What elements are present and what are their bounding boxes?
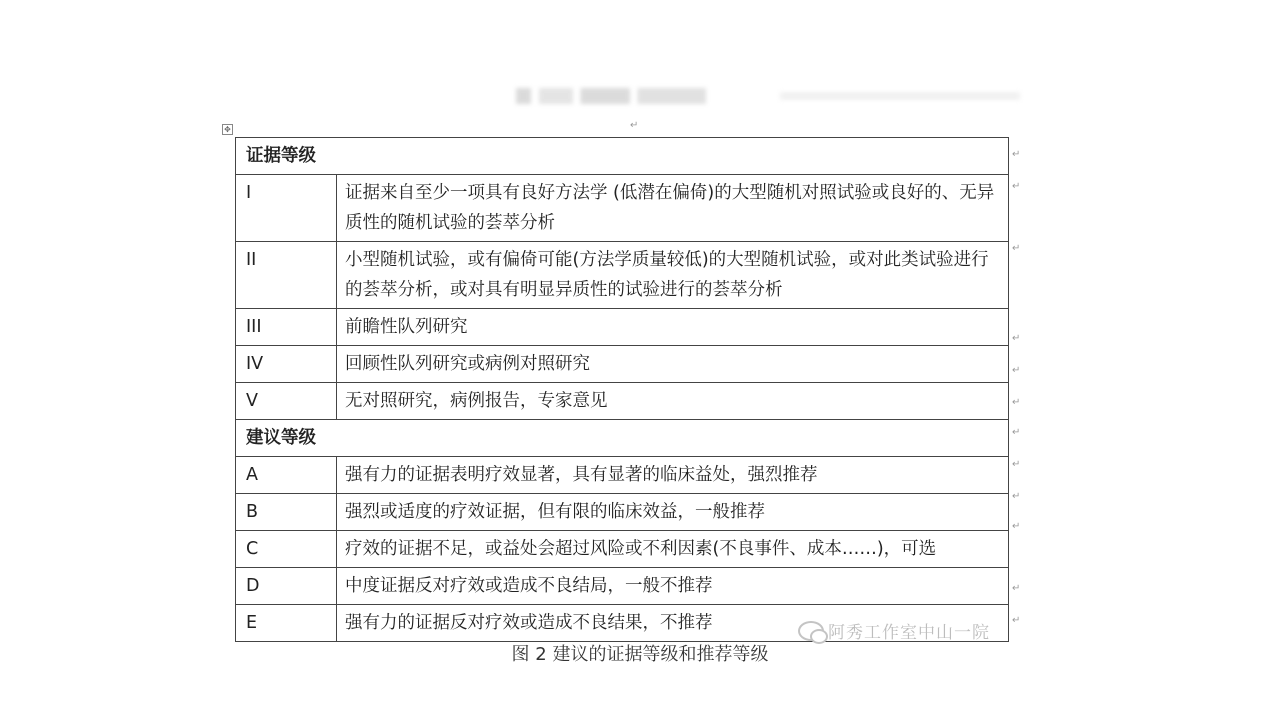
- wechat-icon: [798, 621, 824, 641]
- section-header-recommendation: 建议等级: [236, 420, 1009, 457]
- table-row: [236, 175, 1009, 242]
- evidence-grade-table: [235, 137, 1009, 642]
- watermark-text: 阿秀工作室中山一院: [828, 623, 990, 643]
- paragraph-mark-icon: ↵: [1012, 365, 1021, 376]
- table-row: [236, 346, 1009, 383]
- description-cell: 无对照研究，病例报告，专家意见: [337, 383, 1009, 420]
- table-row: [236, 568, 1009, 605]
- grade-cell: D: [236, 568, 337, 605]
- table-row: [236, 383, 1009, 420]
- grade-cell: E: [236, 605, 337, 642]
- grade-cell: II: [236, 242, 337, 309]
- paragraph-mark-icon: ↵: [1012, 149, 1021, 160]
- paragraph-mark-icon: ↵: [1012, 521, 1021, 532]
- table-row: [236, 531, 1009, 568]
- paragraph-mark-icon: ↵: [1012, 333, 1021, 344]
- grade-cell: A: [236, 457, 337, 494]
- description-cell: 回顾性队列研究或病例对照研究: [337, 346, 1009, 383]
- description-cell: 强烈或适度的疗效证据，但有限的临床效益，一般推荐: [337, 494, 1009, 531]
- paragraph-mark-icon: ↵: [1012, 427, 1021, 438]
- table-row: [236, 494, 1009, 531]
- grade-cell: B: [236, 494, 337, 531]
- section-header-evidence: 证据等级: [236, 138, 1009, 175]
- paragraph-mark-icon: ↵: [1012, 243, 1021, 254]
- paragraph-mark-icon: ↵: [1012, 397, 1021, 408]
- description-cell: 小型随机试验，或有偏倚可能(方法学质量较低)的大型随机试验，或对此类试验进行的荟萃分析，或对具有明显异质性的试验进行的荟萃分析: [337, 242, 1009, 309]
- grade-cell: IV: [236, 346, 337, 383]
- description-cell: 疗效的证据不足，或益处会超过风险或不利因素(不良事件、成本……)，可选: [337, 531, 1009, 568]
- table-row: [236, 457, 1009, 494]
- description-cell: 证据来自至少一项具有良好方法学 (低潜在偏倚)的大型随机对照试验或良好的、无异质性的随机试验的荟萃分析: [337, 175, 1009, 242]
- table-row-section-header: [236, 138, 1009, 175]
- table-row: [236, 309, 1009, 346]
- description-cell: 前瞻性队列研究: [337, 309, 1009, 346]
- figure-caption: 图 2 建议的证据等级和推荐等级: [511, 644, 769, 665]
- grade-cell: III: [236, 309, 337, 346]
- paragraph-mark-icon: ↵: [1012, 615, 1021, 626]
- paragraph-mark-icon: ↵: [1012, 583, 1021, 594]
- move-anchor-icon[interactable]: ✥: [222, 124, 233, 135]
- description-cell: 强有力的证据表明疗效显著，具有显著的临床益处，强烈推荐: [337, 457, 1009, 494]
- blurred-heading-tail: [780, 92, 1020, 100]
- description-cell: 强有力的证据反对疗效或造成不良结果，不推荐: [337, 605, 1009, 642]
- grade-cell: C: [236, 531, 337, 568]
- description-cell: 中度证据反对疗效或造成不良结局，一般不推荐: [337, 568, 1009, 605]
- grade-cell: V: [236, 383, 337, 420]
- paragraph-mark-icon: ↵: [1012, 181, 1021, 192]
- paragraph-mark-icon: ↵: [1012, 459, 1021, 470]
- paragraph-mark-icon: ↵: [1012, 491, 1021, 502]
- blurred-heading: [516, 88, 706, 104]
- grade-cell: I: [236, 175, 337, 242]
- paragraph-mark-icon: ↵: [630, 120, 639, 131]
- table-row: [236, 242, 1009, 309]
- table-row-section-header: [236, 420, 1009, 457]
